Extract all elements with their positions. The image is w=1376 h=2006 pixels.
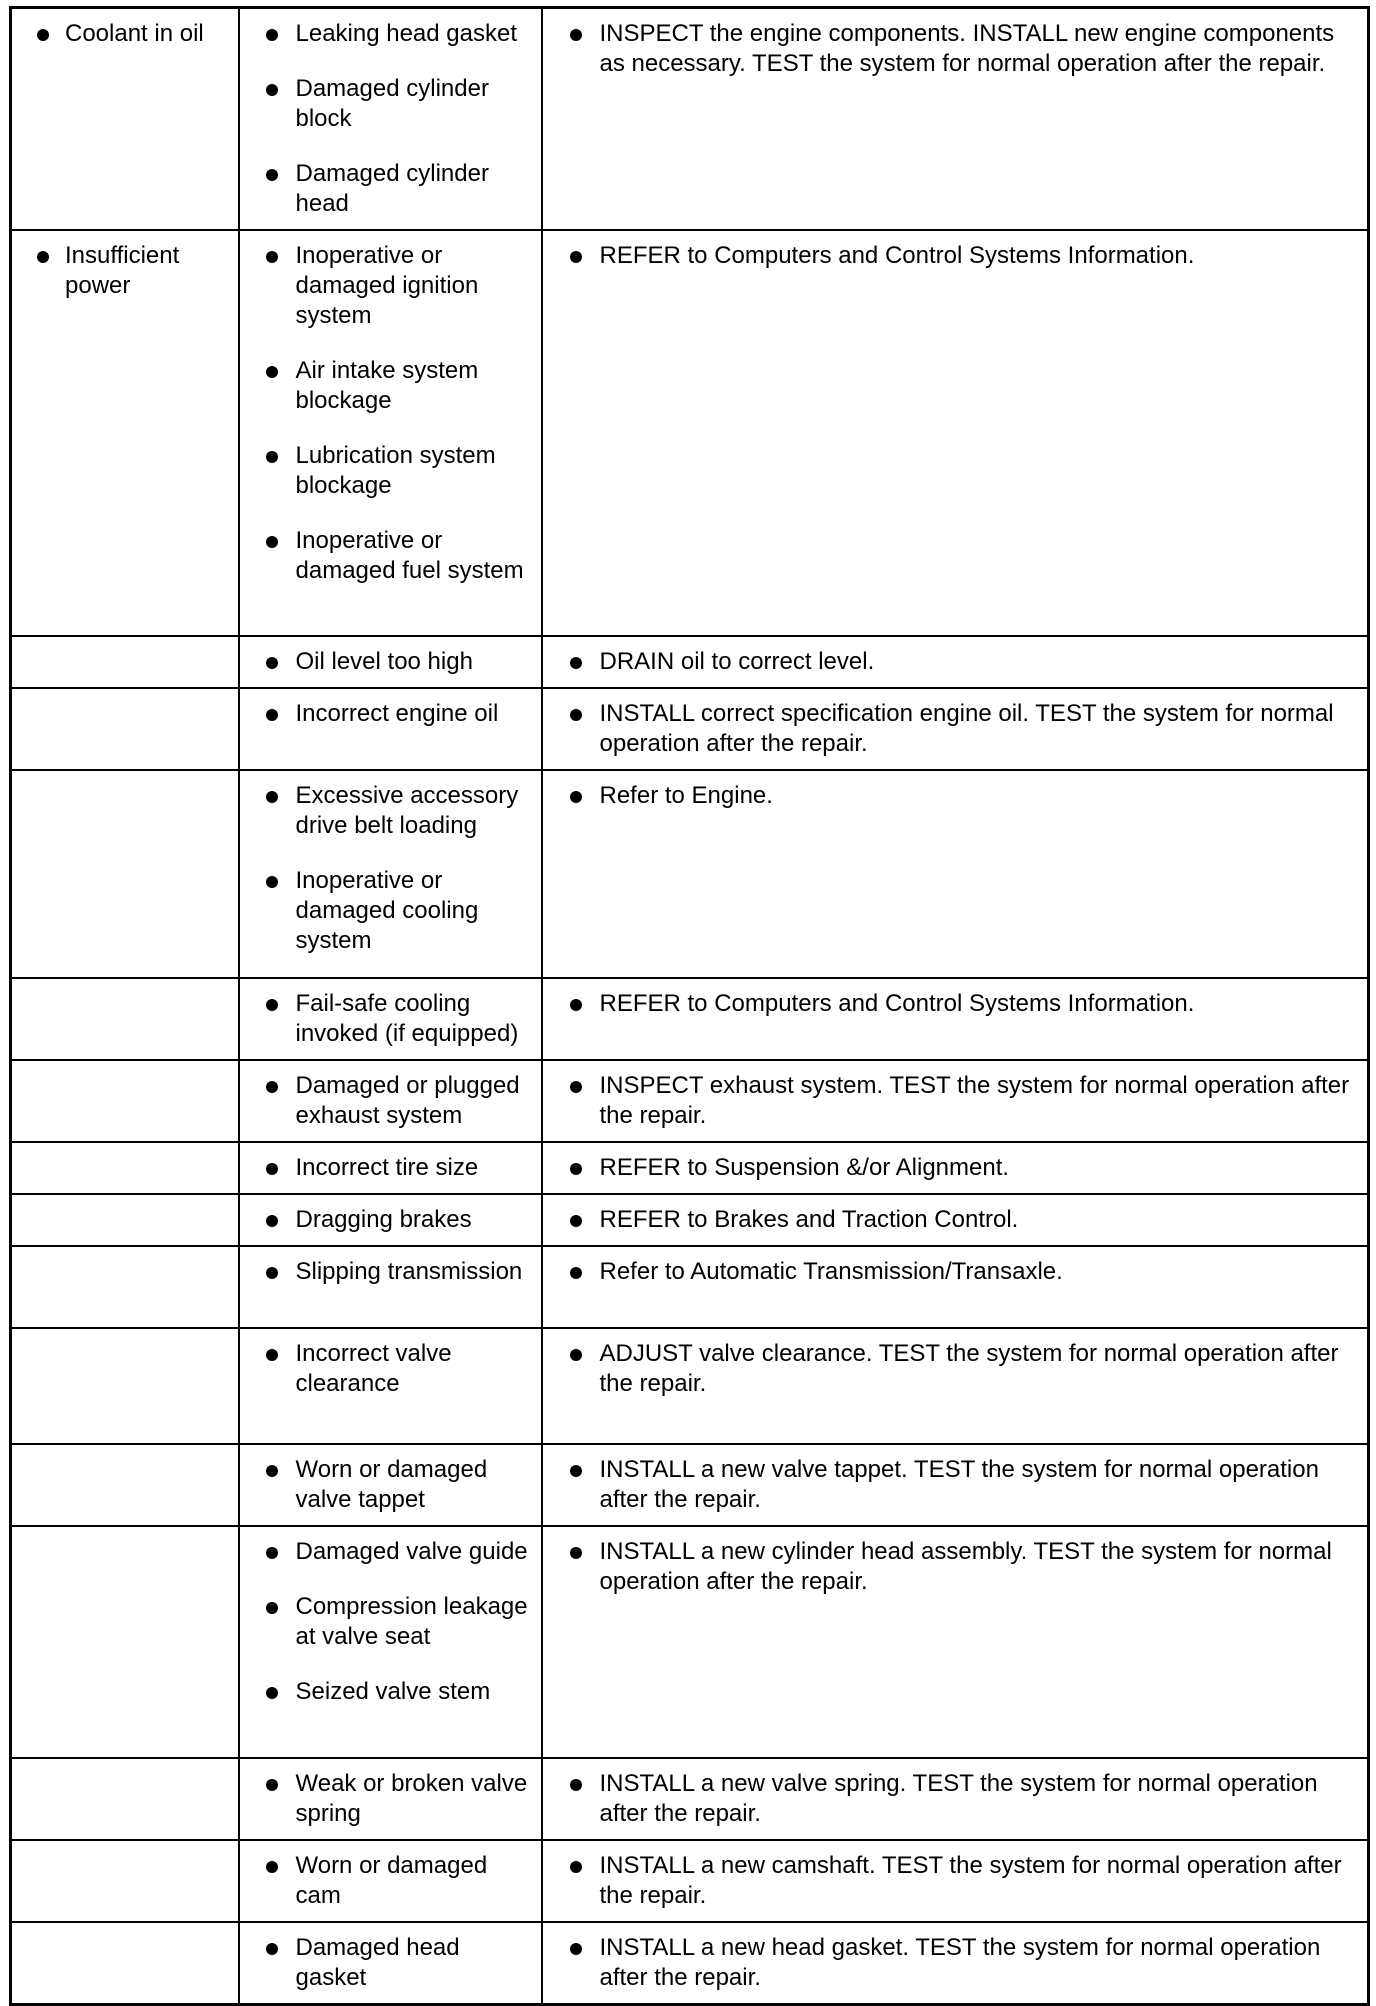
table-row bbox=[11, 1444, 1369, 1526]
action-cell-list bbox=[543, 1759, 1368, 1839]
table-row bbox=[11, 230, 1369, 636]
bullet-icon bbox=[570, 1779, 582, 1791]
cause-item bbox=[240, 989, 535, 1049]
cause-item bbox=[240, 1257, 535, 1287]
cause-item-text: Damaged cylinder block bbox=[295, 75, 489, 132]
bullet-icon bbox=[266, 791, 278, 803]
action-cell-list bbox=[543, 1247, 1368, 1297]
cause-cell-list bbox=[240, 1061, 541, 1141]
table-row bbox=[11, 688, 1369, 770]
cause-item-text: Damaged valve guide bbox=[295, 1538, 528, 1565]
action-cell bbox=[542, 230, 1369, 636]
bullet-icon bbox=[266, 1349, 278, 1361]
cause-cell-list bbox=[240, 1329, 541, 1409]
bullet-icon bbox=[37, 251, 49, 263]
bullet-icon bbox=[266, 1215, 278, 1227]
cause-cell-list bbox=[240, 979, 541, 1059]
condition-cell bbox=[11, 770, 239, 978]
bullet-icon bbox=[266, 657, 278, 669]
cause-cell bbox=[239, 1444, 542, 1526]
bullet-icon bbox=[266, 876, 278, 888]
action-item-text: REFER to Suspension &/or Alignment. bbox=[599, 1154, 1010, 1181]
action-item bbox=[543, 647, 1362, 677]
condition-cell bbox=[11, 1194, 239, 1246]
cause-cell-list bbox=[240, 1195, 541, 1245]
cause-item bbox=[240, 647, 535, 677]
cause-cell-list bbox=[240, 1759, 541, 1839]
action-item-text: DRAIN oil to correct level. bbox=[599, 648, 875, 675]
action-item-text: REFER to Computers and Control Systems Information. bbox=[599, 990, 1195, 1017]
action-item bbox=[543, 1769, 1362, 1829]
cause-cell-list bbox=[240, 689, 541, 739]
action-cell bbox=[542, 636, 1369, 688]
action-item bbox=[543, 989, 1362, 1019]
cause-item bbox=[240, 1205, 535, 1235]
condition-cell bbox=[11, 1526, 239, 1758]
cause-item bbox=[240, 356, 535, 416]
cause-item-text: Air intake system blockage bbox=[295, 357, 479, 414]
table-row bbox=[11, 1142, 1369, 1194]
cause-item bbox=[240, 526, 535, 586]
cause-item-text: Oil level too high bbox=[295, 648, 473, 675]
table-row bbox=[11, 1060, 1369, 1142]
cause-item bbox=[240, 1339, 535, 1399]
cause-item-text: Seized valve stem bbox=[295, 1678, 491, 1705]
bullet-icon bbox=[570, 1215, 582, 1227]
table-row bbox=[11, 1246, 1369, 1328]
action-cell-list bbox=[543, 1329, 1368, 1409]
cause-item bbox=[240, 781, 535, 841]
cause-item bbox=[240, 1071, 535, 1131]
cause-item-text: Weak or broken valve spring bbox=[295, 1770, 528, 1827]
cause-cell bbox=[239, 1922, 542, 2005]
cause-item bbox=[240, 699, 535, 729]
cause-cell-list bbox=[240, 771, 541, 966]
action-cell bbox=[542, 1444, 1369, 1526]
bullet-icon bbox=[570, 251, 582, 263]
cause-item-text: Incorrect tire size bbox=[295, 1154, 479, 1181]
action-cell-list bbox=[543, 637, 1368, 687]
cause-cell-list bbox=[240, 9, 541, 229]
cause-item-text: Incorrect valve clearance bbox=[295, 1340, 452, 1397]
cause-item bbox=[240, 866, 535, 956]
action-item-text: INSPECT exhaust system. TEST the system for normal operation after the repair. bbox=[599, 1072, 1350, 1129]
bullet-icon bbox=[266, 1779, 278, 1791]
cause-cell bbox=[239, 230, 542, 636]
cause-item bbox=[240, 241, 535, 331]
cause-item-text: Damaged or plugged exhaust system bbox=[295, 1072, 520, 1129]
action-item bbox=[543, 1455, 1362, 1515]
bullet-icon bbox=[570, 1163, 582, 1175]
action-cell-list bbox=[543, 689, 1368, 769]
condition-item bbox=[12, 241, 232, 301]
action-cell-list bbox=[543, 771, 1368, 821]
bullet-icon bbox=[266, 1267, 278, 1279]
cause-cell bbox=[239, 688, 542, 770]
action-cell-list bbox=[543, 1143, 1368, 1193]
bullet-icon bbox=[266, 84, 278, 96]
bullet-icon bbox=[570, 1349, 582, 1361]
action-item-text: INSTALL a new cylinder head assembly. TEST the system for normal operation after the repair. bbox=[599, 1538, 1332, 1595]
bullet-icon bbox=[570, 791, 582, 803]
cause-cell-list bbox=[240, 1923, 541, 2003]
cause-item-text: Damaged cylinder head bbox=[295, 160, 489, 217]
action-cell-list bbox=[543, 1061, 1368, 1141]
cause-cell bbox=[239, 1060, 542, 1142]
bullet-icon bbox=[266, 1547, 278, 1559]
cause-cell-list bbox=[240, 1247, 541, 1297]
action-item-text: INSTALL correct specification engine oil. TEST the system for normal operation after the repair. bbox=[599, 700, 1334, 757]
condition-item bbox=[12, 19, 232, 49]
action-item bbox=[543, 241, 1362, 271]
cause-cell bbox=[239, 978, 542, 1060]
cause-item-text: Slipping transmission bbox=[295, 1258, 523, 1285]
cause-item-text: Worn or damaged valve tappet bbox=[295, 1456, 488, 1513]
bullet-icon bbox=[570, 1861, 582, 1873]
action-item bbox=[543, 1933, 1362, 1993]
condition-cell-list bbox=[12, 9, 238, 59]
cause-item-text: Worn or damaged cam bbox=[295, 1852, 488, 1909]
bullet-icon bbox=[266, 1861, 278, 1873]
cause-item bbox=[240, 74, 535, 134]
action-item bbox=[543, 1205, 1362, 1235]
cause-cell bbox=[239, 1194, 542, 1246]
action-cell-list bbox=[543, 1195, 1368, 1245]
action-cell bbox=[542, 8, 1369, 231]
cause-item-text: Damaged head gasket bbox=[295, 1934, 460, 1991]
diagnosis-table bbox=[9, 6, 1370, 2006]
bullet-icon bbox=[266, 169, 278, 181]
cause-item-text: Lubrication system blockage bbox=[295, 442, 496, 499]
cause-cell-list bbox=[240, 1143, 541, 1193]
cause-item bbox=[240, 1851, 535, 1911]
cause-item-text: Leaking head gasket bbox=[295, 20, 518, 47]
action-cell bbox=[542, 1328, 1369, 1444]
cause-item bbox=[240, 1455, 535, 1515]
action-cell bbox=[542, 978, 1369, 1060]
action-cell-list bbox=[543, 231, 1368, 281]
action-cell-list bbox=[543, 1923, 1368, 2003]
action-cell-list bbox=[543, 1841, 1368, 1921]
table-row bbox=[11, 770, 1369, 978]
table-row bbox=[11, 1194, 1369, 1246]
bullet-icon bbox=[570, 1267, 582, 1279]
cause-item-text: Inoperative or damaged ignition system bbox=[295, 242, 479, 329]
cause-item bbox=[240, 1933, 535, 1993]
table-row bbox=[11, 1758, 1369, 1840]
action-item bbox=[543, 699, 1362, 759]
condition-cell bbox=[11, 1328, 239, 1444]
cause-item-text: Fail-safe cooling invoked (if equipped) bbox=[295, 990, 519, 1047]
bullet-icon bbox=[570, 1465, 582, 1477]
bullet-icon bbox=[266, 536, 278, 548]
action-cell-list bbox=[543, 979, 1368, 1029]
cause-cell-list bbox=[240, 1445, 541, 1525]
action-item bbox=[543, 1257, 1362, 1287]
cause-cell bbox=[239, 1328, 542, 1444]
condition-cell bbox=[11, 1142, 239, 1194]
bullet-icon bbox=[266, 451, 278, 463]
bullet-icon bbox=[266, 1163, 278, 1175]
action-cell bbox=[542, 770, 1369, 978]
cause-cell bbox=[239, 8, 542, 231]
cause-cell bbox=[239, 1246, 542, 1328]
bullet-icon bbox=[266, 1687, 278, 1699]
action-item bbox=[543, 1071, 1362, 1131]
cause-item bbox=[240, 441, 535, 501]
cause-item-text: Excessive accessory drive belt loading bbox=[295, 782, 519, 839]
action-cell bbox=[542, 1246, 1369, 1328]
action-cell-list bbox=[543, 9, 1368, 89]
condition-item-text: Insufficient power bbox=[65, 242, 180, 299]
action-cell-list bbox=[543, 1445, 1368, 1525]
action-item bbox=[543, 1153, 1362, 1183]
action-cell bbox=[542, 688, 1369, 770]
action-cell-list bbox=[543, 1527, 1368, 1607]
cause-item-text: Inoperative or damaged cooling system bbox=[295, 867, 479, 954]
action-item bbox=[543, 19, 1362, 79]
cause-item-text: Inoperative or damaged fuel system bbox=[295, 527, 524, 584]
action-item-text: REFER to Brakes and Traction Control. bbox=[599, 1206, 1019, 1233]
action-item-text: Refer to Engine. bbox=[599, 782, 773, 809]
condition-cell bbox=[11, 636, 239, 688]
action-item-text: INSTALL a new valve spring. TEST the system for normal operation after the repair. bbox=[599, 1770, 1318, 1827]
cause-cell bbox=[239, 636, 542, 688]
condition-item-text: Coolant in oil bbox=[65, 20, 204, 47]
action-cell bbox=[542, 1758, 1369, 1840]
cause-item bbox=[240, 1153, 535, 1183]
cause-item bbox=[240, 159, 535, 219]
cause-cell bbox=[239, 1758, 542, 1840]
bullet-icon bbox=[266, 29, 278, 41]
action-item-text: INSTALL a new camshaft. TEST the system for normal operation after the repair. bbox=[599, 1852, 1342, 1909]
action-cell bbox=[542, 1922, 1369, 2005]
cause-cell bbox=[239, 1526, 542, 1758]
bullet-icon bbox=[570, 657, 582, 669]
cause-cell-list bbox=[240, 1527, 541, 1717]
condition-cell bbox=[11, 1758, 239, 1840]
bullet-icon bbox=[570, 709, 582, 721]
bullet-icon bbox=[266, 1081, 278, 1093]
cause-cell-list bbox=[240, 231, 541, 596]
cause-item bbox=[240, 19, 535, 49]
condition-cell bbox=[11, 230, 239, 636]
cause-item-text: Incorrect engine oil bbox=[295, 700, 499, 727]
cause-cell bbox=[239, 770, 542, 978]
condition-cell bbox=[11, 1246, 239, 1328]
bullet-icon bbox=[266, 366, 278, 378]
bullet-icon bbox=[266, 1602, 278, 1614]
bullet-icon bbox=[570, 999, 582, 1011]
action-cell bbox=[542, 1194, 1369, 1246]
action-item-text: INSTALL a new head gasket. TEST the system for normal operation after the repair. bbox=[599, 1934, 1321, 1991]
condition-cell bbox=[11, 1060, 239, 1142]
cause-item bbox=[240, 1592, 535, 1652]
table-row bbox=[11, 1328, 1369, 1444]
bullet-icon bbox=[266, 1943, 278, 1955]
bullet-icon bbox=[266, 709, 278, 721]
action-item-text: INSPECT the engine components. INSTALL new engine components as necessary. TEST the system for normal operation after the repair. bbox=[599, 20, 1335, 77]
cause-cell-list bbox=[240, 1841, 541, 1921]
cause-item bbox=[240, 1769, 535, 1829]
action-item bbox=[543, 781, 1362, 811]
diagnosis-table-body bbox=[11, 8, 1369, 2005]
action-cell bbox=[542, 1142, 1369, 1194]
table-row bbox=[11, 978, 1369, 1060]
cause-cell bbox=[239, 1142, 542, 1194]
condition-cell-list bbox=[12, 231, 238, 311]
action-cell bbox=[542, 1526, 1369, 1758]
action-item-text: ADJUST valve clearance. TEST the system for normal operation after the repair. bbox=[599, 1340, 1339, 1397]
cause-item-text: Dragging brakes bbox=[295, 1206, 472, 1233]
action-item-text: REFER to Computers and Control Systems Information. bbox=[599, 242, 1195, 269]
cause-item-text: Compression leakage at valve seat bbox=[295, 1593, 528, 1650]
action-item bbox=[543, 1537, 1362, 1597]
condition-cell bbox=[11, 688, 239, 770]
condition-cell bbox=[11, 1444, 239, 1526]
condition-cell bbox=[11, 8, 239, 231]
action-item-text: Refer to Automatic Transmission/Transaxle. bbox=[599, 1258, 1063, 1285]
bullet-icon bbox=[37, 29, 49, 41]
bullet-icon bbox=[570, 1547, 582, 1559]
table-row bbox=[11, 1526, 1369, 1758]
table-row bbox=[11, 636, 1369, 688]
cause-cell-list bbox=[240, 637, 541, 687]
cause-item bbox=[240, 1677, 535, 1707]
action-cell bbox=[542, 1060, 1369, 1142]
bullet-icon bbox=[266, 999, 278, 1011]
bullet-icon bbox=[570, 1081, 582, 1093]
action-item-text: INSTALL a new valve tappet. TEST the system for normal operation after the repair. bbox=[599, 1456, 1319, 1513]
bullet-icon bbox=[266, 1465, 278, 1477]
cause-item bbox=[240, 1537, 535, 1567]
action-item bbox=[543, 1339, 1362, 1399]
table-row bbox=[11, 8, 1369, 231]
condition-cell bbox=[11, 1922, 239, 2005]
action-item bbox=[543, 1851, 1362, 1911]
table-row bbox=[11, 1922, 1369, 2005]
bullet-icon bbox=[266, 251, 278, 263]
condition-cell bbox=[11, 978, 239, 1060]
bullet-icon bbox=[570, 29, 582, 41]
bullet-icon bbox=[570, 1943, 582, 1955]
